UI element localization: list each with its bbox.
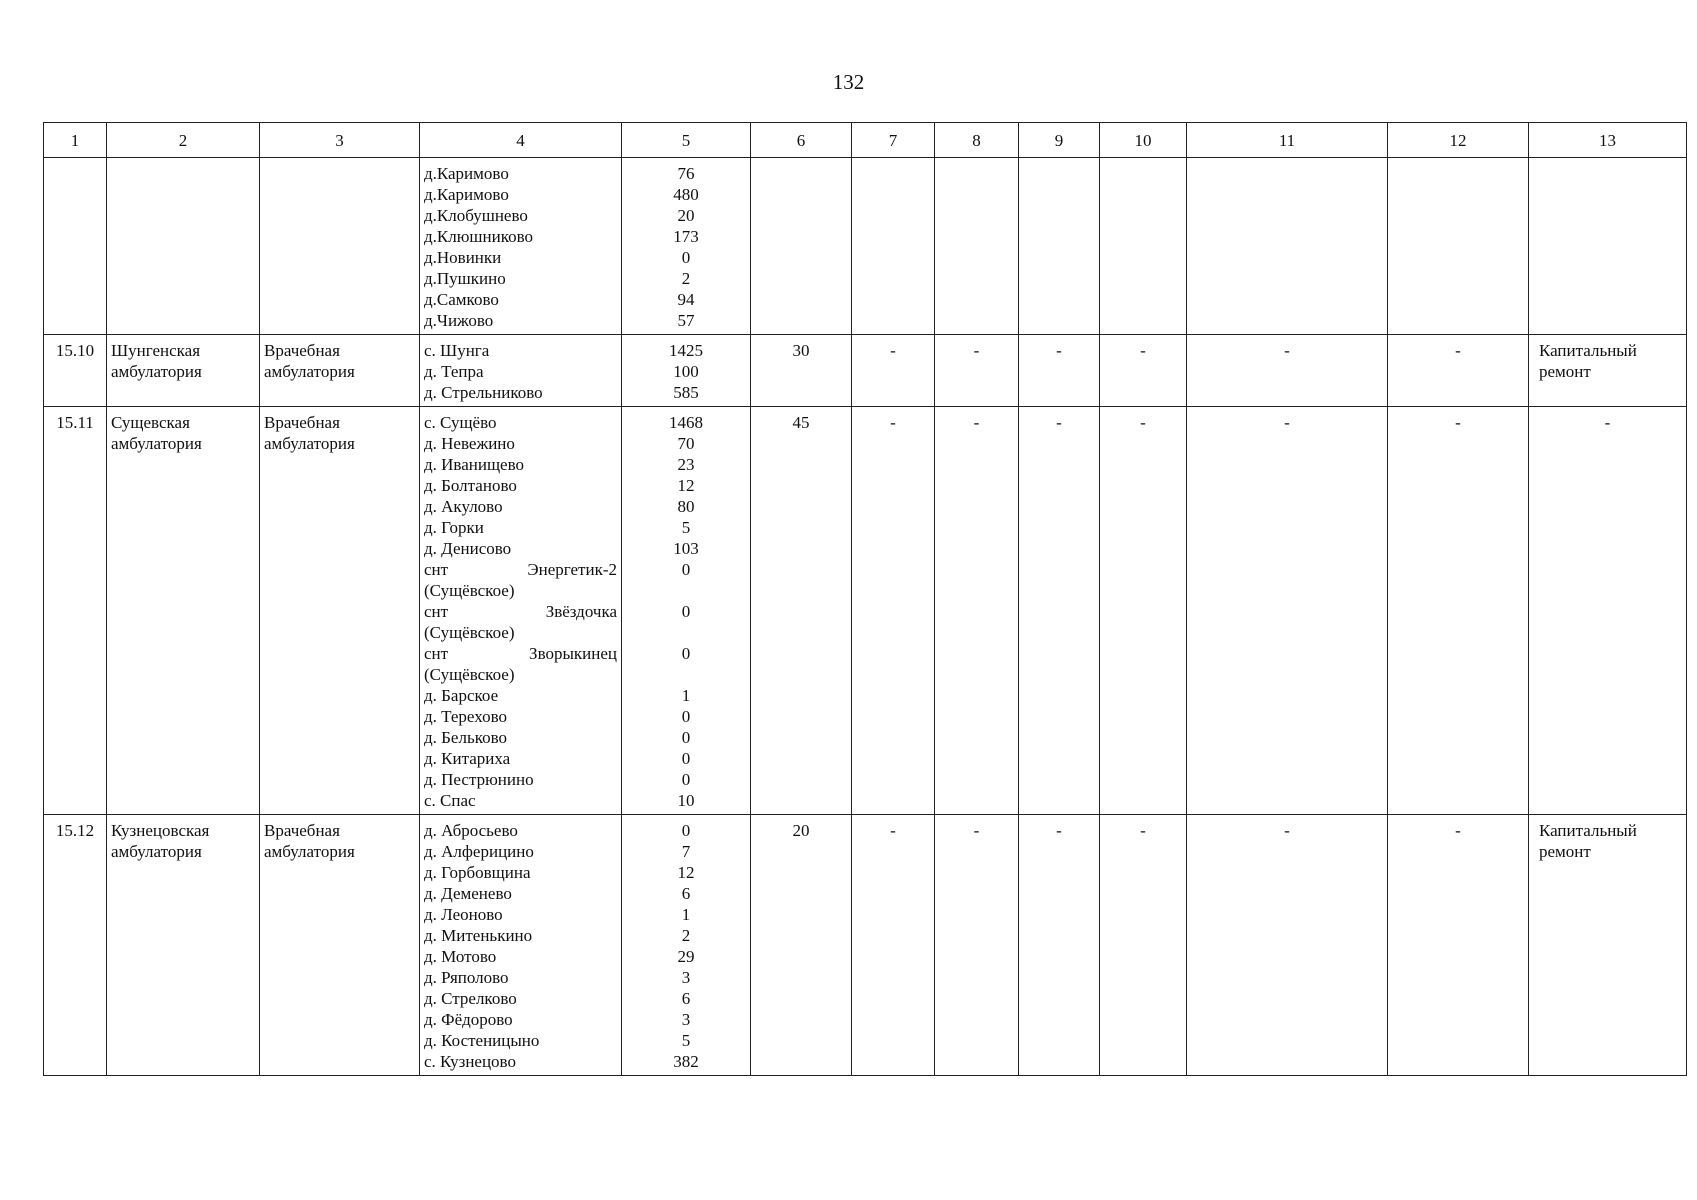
column-header-3: 3	[260, 123, 420, 158]
population-value: 57	[677, 311, 695, 330]
table-row	[44, 815, 1687, 1076]
column-header-4: 4	[420, 123, 622, 158]
settlement-name: Звёздочка	[545, 602, 617, 621]
column-header-13: 13	[1529, 123, 1687, 158]
population-value	[626, 664, 746, 685]
cell-facility-type	[260, 158, 420, 335]
cell-column-9: -	[1019, 335, 1100, 407]
cell-column-11	[1187, 158, 1388, 335]
population-value: 0	[681, 602, 691, 621]
settlement-prefix: снт	[424, 602, 449, 621]
cell-population	[622, 158, 751, 335]
cell-facility-type-line: Врачебная	[264, 413, 340, 432]
settlement-name: Зворыкинец	[529, 644, 617, 663]
facilities-table	[43, 122, 1687, 1076]
population-value: 10	[677, 791, 695, 810]
settlement-line: д. Митенькино	[424, 926, 533, 945]
population-value	[626, 622, 746, 643]
cell-column-6: 20	[751, 815, 852, 1076]
cell-column-7: -	[852, 407, 935, 815]
table-row	[44, 158, 1687, 335]
cell-settlements	[420, 158, 622, 335]
settlement-line: д. Горбовщина	[424, 863, 531, 882]
page-number: 132	[832, 70, 865, 94]
population-value: 382	[673, 1052, 699, 1071]
cell-column-10: -	[1100, 815, 1187, 1076]
settlement-line: д. Мотово	[424, 947, 497, 966]
cell-column-9: -	[1019, 407, 1100, 815]
population-value: 76	[677, 164, 695, 183]
column-header-5: 5	[622, 123, 751, 158]
cell-notes	[1529, 407, 1687, 815]
population-value: 12	[677, 476, 695, 495]
cell-column-8: -	[935, 335, 1019, 407]
cell-column-11: -	[1187, 815, 1388, 1076]
table-row	[44, 335, 1687, 407]
settlement-line: д. Барское	[424, 686, 499, 705]
population-value: 0	[681, 770, 691, 789]
column-header-10: 10	[1100, 123, 1187, 158]
cell-column-8	[935, 158, 1019, 335]
cell-population	[622, 815, 751, 1076]
cell-column-10: -	[1100, 335, 1187, 407]
settlement-line: д. Иванищево	[424, 455, 525, 474]
population-value: 1425	[669, 341, 703, 360]
notes-line: -	[1604, 413, 1611, 432]
population-value: 6	[681, 884, 691, 903]
settlement-line: д.Клобушнево	[424, 206, 528, 225]
cell-column-12: -	[1388, 815, 1529, 1076]
population-value: 0	[681, 248, 691, 267]
population-value: 80	[677, 497, 695, 516]
cell-facility-type-line: Врачебная	[264, 821, 340, 840]
cell-column-6: 45	[751, 407, 852, 815]
population-value: 103	[673, 539, 699, 558]
cell-facility-type-line: амбулатория	[264, 434, 355, 453]
population-value: 3	[681, 1010, 691, 1029]
column-header-9: 9	[1019, 123, 1100, 158]
settlement-line: д. Пестрюнино	[424, 770, 534, 789]
notes-line: Капитальный	[1539, 821, 1637, 840]
settlement-line: д. Ряполово	[424, 968, 509, 987]
cell-column-12: -	[1388, 335, 1529, 407]
settlement-line: (Сущёвское)	[424, 665, 515, 684]
population-value: 29	[677, 947, 695, 966]
cell-column-6: 30	[751, 335, 852, 407]
cell-settlements	[420, 407, 622, 815]
settlement-line: (Сущёвское)	[424, 623, 515, 642]
cell-column-7: -	[852, 815, 935, 1076]
population-value: 1	[681, 905, 691, 924]
settlement-line: д. Алферицино	[424, 842, 534, 861]
cell-column-7	[852, 158, 935, 335]
population-value: 94	[677, 290, 695, 309]
population-value: 173	[673, 227, 699, 246]
cell-item-number: 15.12	[44, 815, 107, 1076]
population-value: 1468	[669, 413, 703, 432]
population-value: 0	[681, 560, 691, 579]
cell-column-8: -	[935, 815, 1019, 1076]
column-header-6: 6	[751, 123, 852, 158]
column-header-7: 7	[852, 123, 935, 158]
settlement-prefix: снт	[424, 560, 449, 579]
population-value: 0	[681, 728, 691, 747]
settlement-line: с. Спас	[424, 791, 476, 810]
cell-column-9	[1019, 158, 1100, 335]
settlement-line: с. Кузнецово	[424, 1052, 516, 1071]
cell-column-6	[751, 158, 852, 335]
cell-population	[622, 407, 751, 815]
cell-column-8: -	[935, 407, 1019, 815]
settlement-line	[424, 601, 617, 622]
settlement-line: д. Стрельниково	[424, 383, 543, 402]
settlement-line: д. Болтаново	[424, 476, 517, 495]
settlement-line: д. Абросьево	[424, 821, 518, 840]
cell-facility-type-line: амбулатория	[264, 362, 355, 381]
cell-facility-name	[107, 158, 260, 335]
settlement-line: д.Каримово	[424, 164, 509, 183]
cell-facility-name-line: Сущевская	[111, 413, 190, 432]
column-header-12: 12	[1388, 123, 1529, 158]
column-header-2: 2	[107, 123, 260, 158]
settlement-line: д.Самково	[424, 290, 499, 309]
settlement-line: д. Горки	[424, 518, 484, 537]
header-row	[44, 123, 1687, 158]
cell-column-11: -	[1187, 335, 1388, 407]
settlement-line: д.Клюшниково	[424, 227, 534, 246]
population-value: 6	[681, 989, 691, 1008]
cell-facility-name-line: Кузнецовская	[111, 821, 210, 840]
settlement-line: д.Чижово	[424, 311, 494, 330]
settlement-line: д.Каримово	[424, 185, 509, 204]
cell-facility-name-line: Шунгенская	[111, 341, 201, 360]
cell-item-number: 15.10	[44, 335, 107, 407]
settlement-prefix: снт	[424, 644, 449, 663]
population-value: 7	[681, 842, 691, 861]
population-value: 0	[681, 821, 691, 840]
settlement-line: д. Китариха	[424, 749, 511, 768]
cell-column-10	[1100, 158, 1187, 335]
cell-notes	[1529, 815, 1687, 1076]
cell-facility-name	[107, 335, 260, 407]
cell-item-number	[44, 158, 107, 335]
cell-notes	[1529, 335, 1687, 407]
settlement-line: д.Пушкино	[424, 269, 506, 288]
notes-line: Капитальный	[1539, 341, 1637, 360]
population-value: 100	[673, 362, 699, 381]
cell-facility-type-line: Врачебная	[264, 341, 340, 360]
table-body	[44, 158, 1687, 1076]
settlement-line: д. Стрелково	[424, 989, 517, 1008]
cell-settlements	[420, 335, 622, 407]
population-value: 20	[677, 206, 695, 225]
settlement-name: Энергетик-2	[527, 560, 617, 579]
cell-notes	[1529, 158, 1687, 335]
table-row	[44, 407, 1687, 815]
cell-settlements	[420, 815, 622, 1076]
cell-facility-type	[260, 407, 420, 815]
settlement-line: д. Невежино	[424, 434, 515, 453]
cell-item-number: 15.11	[44, 407, 107, 815]
notes-line: ремонт	[1539, 362, 1591, 381]
settlement-line: д. Фёдорово	[424, 1010, 513, 1029]
cell-column-12	[1388, 158, 1529, 335]
population-value: 23	[677, 455, 695, 474]
population-value	[626, 580, 746, 601]
settlement-line: (Сущёвское)	[424, 581, 515, 600]
cell-facility-name-line: амбулатория	[111, 362, 202, 381]
population-value: 480	[673, 185, 699, 204]
cell-population	[622, 335, 751, 407]
population-value: 12	[677, 863, 695, 882]
settlement-line: д.Новинки	[424, 248, 502, 267]
cell-column-12: -	[1388, 407, 1529, 815]
settlement-line: д. Деменево	[424, 884, 512, 903]
settlement-line: д. Терехово	[424, 707, 508, 726]
cell-facility-type	[260, 815, 420, 1076]
cell-facility-type-line: амбулатория	[264, 842, 355, 861]
column-header-8: 8	[935, 123, 1019, 158]
population-value: 3	[681, 968, 691, 987]
settlement-line: д. Леоново	[424, 905, 503, 924]
population-value: 2	[681, 269, 691, 288]
cell-column-11: -	[1187, 407, 1388, 815]
population-value: 5	[681, 518, 691, 537]
cell-facility-name-line: амбулатория	[111, 842, 202, 861]
column-header-1: 1	[44, 123, 107, 158]
settlement-line: д. Бельково	[424, 728, 507, 747]
settlement-line: с. Шунга	[424, 341, 490, 360]
column-header-11: 11	[1187, 123, 1388, 158]
population-value: 585	[673, 383, 699, 402]
settlement-line	[424, 643, 617, 664]
population-value: 1	[681, 686, 691, 705]
cell-facility-name-line: амбулатория	[111, 434, 202, 453]
cell-facility-type	[260, 335, 420, 407]
settlement-line: д. Тепра	[424, 362, 484, 381]
cell-facility-name	[107, 815, 260, 1076]
population-value: 0	[681, 707, 691, 726]
cell-column-9: -	[1019, 815, 1100, 1076]
population-value: 5	[681, 1031, 691, 1050]
settlement-line: д. Костеницыно	[424, 1031, 540, 1050]
cell-facility-name	[107, 407, 260, 815]
notes-line: ремонт	[1539, 842, 1591, 861]
settlement-line	[424, 559, 617, 580]
population-value: 0	[681, 644, 691, 663]
cell-column-10: -	[1100, 407, 1187, 815]
population-value: 2	[681, 926, 691, 945]
cell-column-7: -	[852, 335, 935, 407]
population-value: 70	[677, 434, 695, 453]
settlement-line: д. Денисово	[424, 539, 512, 558]
population-value: 0	[681, 749, 691, 768]
settlement-line: д. Акулово	[424, 497, 503, 516]
settlement-line: с. Сущёво	[424, 413, 497, 432]
